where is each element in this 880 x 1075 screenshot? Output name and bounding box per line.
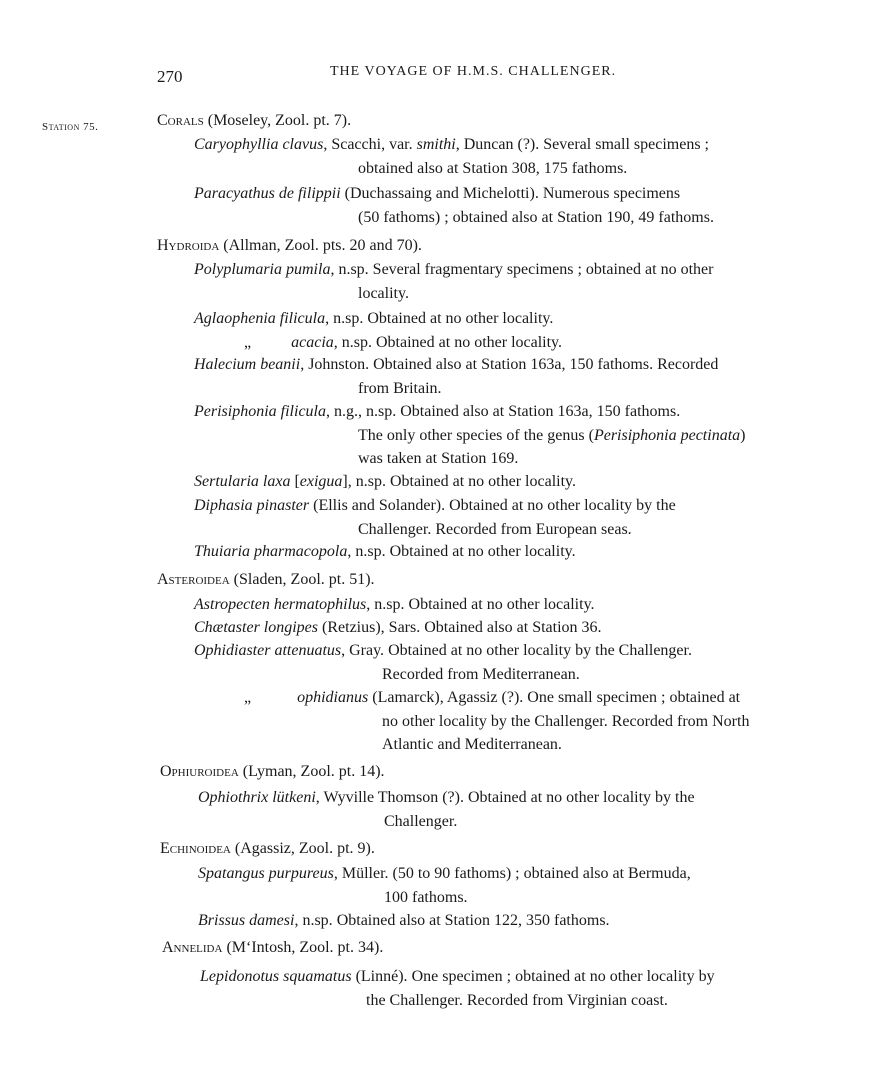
- heading-ref: (M‘Intosh, Zool. pt. 34).: [222, 939, 384, 956]
- entry-text-cont: Challenger.: [384, 812, 458, 830]
- entry-text: Obtained at no other locality by the: [445, 497, 676, 514]
- entry-text-cont: (50 fathoms) ; obtained also at Station 190, 49 fathoms.: [358, 208, 714, 226]
- entry-text: Obtained at no other locality.: [385, 473, 576, 490]
- entry-text-cont: Recorded from Mediterranean.: [382, 665, 580, 683]
- entry-text: Obtained at no other locality.: [372, 334, 563, 351]
- bracket-open: [: [290, 473, 300, 490]
- entry-text: Obtained at no other locality by the Challenger.: [384, 642, 692, 659]
- species-name: Sertularia laxa: [194, 473, 291, 490]
- entry-text: (50 to 90 fathoms) ; obtained also at Bermuda,: [388, 865, 691, 882]
- entry-text: Obtained at no other locality.: [385, 543, 576, 560]
- authority: , n.sp.: [294, 912, 333, 929]
- authority: (Retzius), Sars.: [318, 619, 421, 636]
- authority: , n.sp.: [325, 310, 364, 327]
- authority: , Müller.: [333, 865, 389, 882]
- ditto-mark: „: [244, 689, 252, 706]
- page-number: 270: [157, 67, 183, 86]
- entry-text: Obtained at no other locality by the: [463, 789, 695, 806]
- section-heading-ophiuroidea: [160, 763, 385, 781]
- authority: (Lamarck), Agassiz (?).: [368, 689, 524, 706]
- species-name: Spatangus purpureus: [198, 865, 334, 882]
- species-name: Caryophyllia clavus: [194, 136, 324, 153]
- section-heading-hydroida: [157, 237, 422, 255]
- entry-text: One specimen ; obtained at no other locality by: [407, 968, 715, 985]
- species-name: Paracyathus de filippii: [194, 185, 341, 202]
- entry-text-cont-close: ): [740, 426, 746, 444]
- ditto-mark: „: [244, 334, 252, 351]
- entry-aglaophenia-acacia: [244, 331, 880, 355]
- heading-text: Asteroidea: [157, 571, 230, 588]
- entry-ophiothrix: [198, 786, 843, 833]
- entry-text-cont: The only other species of the genus (: [358, 426, 594, 444]
- section-heading-asteroidea: [157, 571, 375, 589]
- entry-aglaophenia: [194, 307, 839, 331]
- entry-text-cont: locality.: [358, 284, 409, 302]
- entry-text-cont: the Challenger. Recorded from Virginian coast.: [366, 991, 668, 1009]
- heading-text: Corals: [157, 112, 204, 129]
- heading-ref: (Moseley, Zool. pt. 7).: [203, 112, 352, 129]
- entry-text: Several small specimens ;: [539, 136, 709, 153]
- authority: , n.sp.: [330, 261, 369, 278]
- authority: , Johnston.: [300, 356, 370, 373]
- species-name: acacia: [291, 334, 334, 351]
- species-name: Ophidiaster attenuatus: [194, 642, 342, 659]
- entry-perisiphonia: [194, 400, 839, 471]
- species-name: Lepidonotus squamatus: [200, 968, 352, 985]
- entry-polyplumaria: [194, 258, 839, 305]
- entry-brissus: [198, 909, 843, 933]
- entry-paracyathus: [194, 182, 839, 229]
- authority: , Scacchi, var.: [323, 136, 417, 153]
- section-heading-corals: [157, 112, 351, 130]
- bracket-close: ], n.sp.: [342, 473, 386, 490]
- entry-ophidiaster-ophidianus: [244, 686, 844, 757]
- entry-text: Obtained also at Station 122, 350 fathoms.: [332, 912, 610, 929]
- entry-text: Obtained also at Station 36.: [420, 619, 602, 636]
- entry-halecium: [194, 353, 839, 400]
- entry-astropecten: [194, 593, 839, 617]
- entry-text-cont: from Britain.: [358, 379, 442, 397]
- entry-text-cont: Challenger. Recorded from European seas.: [358, 520, 632, 538]
- authority: (Duchassaing and Michelotti).: [340, 185, 539, 202]
- authority: , Gray.: [341, 642, 385, 659]
- authority: , n.sp.: [366, 596, 405, 613]
- species-name: ophidianus: [297, 689, 369, 706]
- authority: , n.sp.: [333, 334, 372, 351]
- entry-lepidonotus: [200, 965, 845, 1012]
- entry-text-cont: 100 fathoms.: [384, 888, 468, 906]
- bracket-name: exigua: [299, 473, 343, 490]
- margin-station-note: Station 75.: [42, 121, 99, 133]
- species-name: Brissus damesi: [198, 912, 295, 929]
- entry-text-cont: obtained also at Station 308, 175 fathoms.: [358, 159, 628, 177]
- species-name-inline: Perisiphonia pectinata: [593, 426, 741, 444]
- heading-text: Echinoidea: [160, 840, 231, 857]
- heading-text: Ophiuroidea: [160, 763, 239, 780]
- entry-ophidiaster-attenuatus: [194, 639, 839, 686]
- entry-caryophyllia: [194, 133, 839, 180]
- heading-ref: (Agassiz, Zool. pt. 9).: [230, 840, 375, 857]
- entry-sertularia: [194, 470, 839, 494]
- heading-text: Hydroida: [157, 237, 220, 254]
- entry-diphasia: [194, 494, 839, 541]
- section-heading-echinoidea: [160, 840, 375, 858]
- entry-text: Obtained also at Station 163a, 150 fathoms. Recorded: [369, 356, 719, 373]
- authority: (Linné).: [351, 968, 408, 985]
- authority-2: , Duncan (?).: [455, 136, 540, 153]
- entry-text: Obtained also at Station 163a, 150 fathoms.: [396, 403, 681, 420]
- heading-ref: (Sladen, Zool. pt. 51).: [229, 571, 375, 588]
- species-name: Diphasia pinaster: [194, 497, 310, 514]
- entry-chaetaster: [194, 616, 839, 640]
- running-title: THE VOYAGE OF H.M.S. CHALLENGER.: [330, 64, 617, 79]
- heading-ref: (Allman, Zool. pts. 20 and 70).: [219, 237, 422, 254]
- heading-ref: (Lyman, Zool. pt. 14).: [238, 763, 385, 780]
- species-name: Halecium beanii: [194, 356, 301, 373]
- species-name: Polyplumaria pumila: [194, 261, 331, 278]
- entry-text-cont-2: Atlantic and Mediterranean.: [382, 736, 562, 753]
- entry-text: Several fragmentary specimens ; obtained at no other: [368, 261, 714, 278]
- species-name: Ophiothrix lütkeni: [198, 789, 316, 806]
- authority: , Wyville Thomson (?).: [315, 789, 464, 806]
- entry-text: One small specimen ; obtained at: [523, 689, 741, 706]
- species-name: Perisiphonia filicula: [194, 403, 326, 420]
- entry-text: Numerous specimens: [538, 185, 681, 202]
- section-heading-annelida: [162, 939, 383, 957]
- variety-name: smithi: [416, 136, 456, 153]
- heading-text: Annelida: [162, 939, 223, 956]
- authority: , n.sp.: [347, 543, 386, 560]
- entry-thuiaria: [194, 540, 839, 564]
- entry-text-cont-2: was taken at Station 169.: [358, 450, 519, 467]
- species-name: Thuiaria pharmacopola: [194, 543, 348, 560]
- entry-text: Obtained at no other locality.: [363, 310, 554, 327]
- species-name: Chætaster longipes: [194, 619, 319, 636]
- entry-text: Obtained at no other locality.: [404, 596, 595, 613]
- species-name: Aglaophenia filicula: [194, 310, 326, 327]
- entry-spatangus: [198, 862, 843, 909]
- species-name: Astropecten hermatophilus: [194, 596, 367, 613]
- authority: , n.g., n.sp.: [326, 403, 397, 420]
- authority: (Ellis and Solander).: [309, 497, 446, 514]
- entry-text-cont: no other locality by the Challenger. Recorded from North: [382, 712, 750, 730]
